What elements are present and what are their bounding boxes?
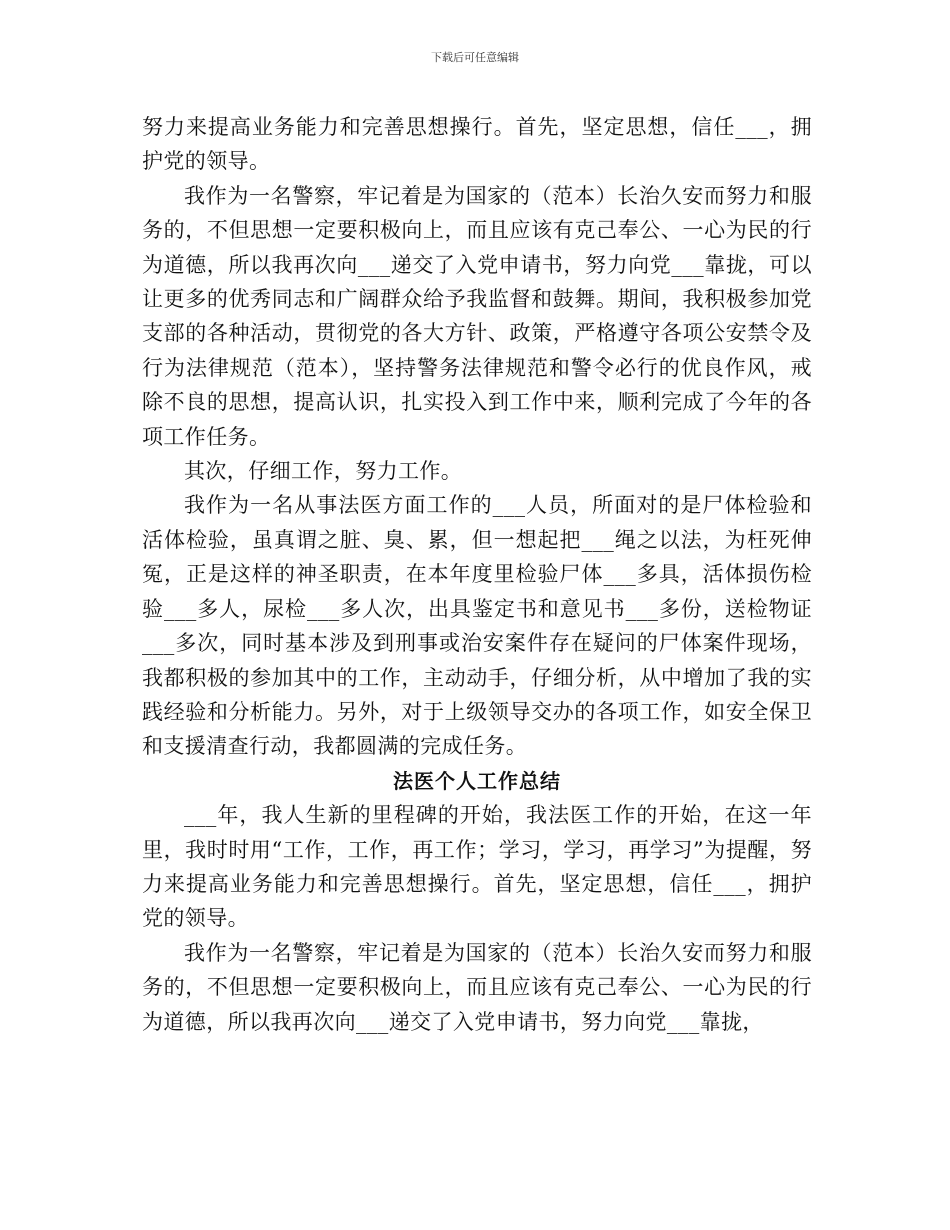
paragraph: 我作为一名从事法医方面工作的___人员，所面对的是尸体检验和活体检验，虽真谓之脏、臭、累，但一想起把___绳之以法，为枉死伸冤，正是这样的神圣职责，在本年度里检验尸体___多具，活体损伤检验___多人，尿检___多人次，出具鉴定书和意见书___多份，送检物证___多次，同时基本涉及到刑事或治安案件存在疑问的尸体案件现场，我都积极的参加其中的工作，主动动手，仔细分析，从中增加了我的实践经验和分析能力。另外，对于上级领导交办的各项工作，如安全保卫和支援清查行动，我都圆满的完成任务。	[142, 493, 812, 759]
section-title: 法医个人工作总结	[393, 768, 561, 793]
header-note: 下载后可任意编辑	[431, 51, 519, 64]
paragraph: 我作为一名警察，牢记着是为国家的（范本）长治久安而努力和服务的，不但思想一定要积极向上，而且应该有克己奉公、一心为民的行为道德，所以我再次向___递交了入党申请书，努力向党___靠拢，	[142, 940, 812, 1034]
paragraph: 其次，仔细工作，努力工作。	[184, 459, 463, 484]
paragraph-continuation: 努力来提高业务能力和完善思想操行。首先，坚定思想，信任___，拥护党的领导。	[142, 115, 812, 174]
document-body	[142, 110, 812, 1039]
paragraph: 我作为一名警察，牢记着是为国家的（范本）长治久安而努力和服务的，不但思想一定要积极向上，而且应该有克己奉公、一心为民的行为道德，所以我再次向___递交了入党申请书，努力向党___靠拢，可以让更多的优秀同志和广阔群众给予我监督和鼓舞。期间，我积极参加党支部的各种活动，贯彻党的各大方针、政策，严格遵守各项公安禁令及行为法律规范（范本），坚持警务法律规范和警令必行的优良作风，戒除不良的思想，提高认识，扎实投入到工作中来，顺利完成了今年的各项工作任务。	[142, 183, 812, 449]
paragraph: ___年，我人生新的里程碑的开始，我法医工作的开始，在这一年里，我时时用“工作，工作，再工作；学习，学习，再学习”为提醒，努力来提高业务能力和完善思想操行。首先，坚定思想，信任___，拥护党的领导。	[142, 803, 812, 931]
